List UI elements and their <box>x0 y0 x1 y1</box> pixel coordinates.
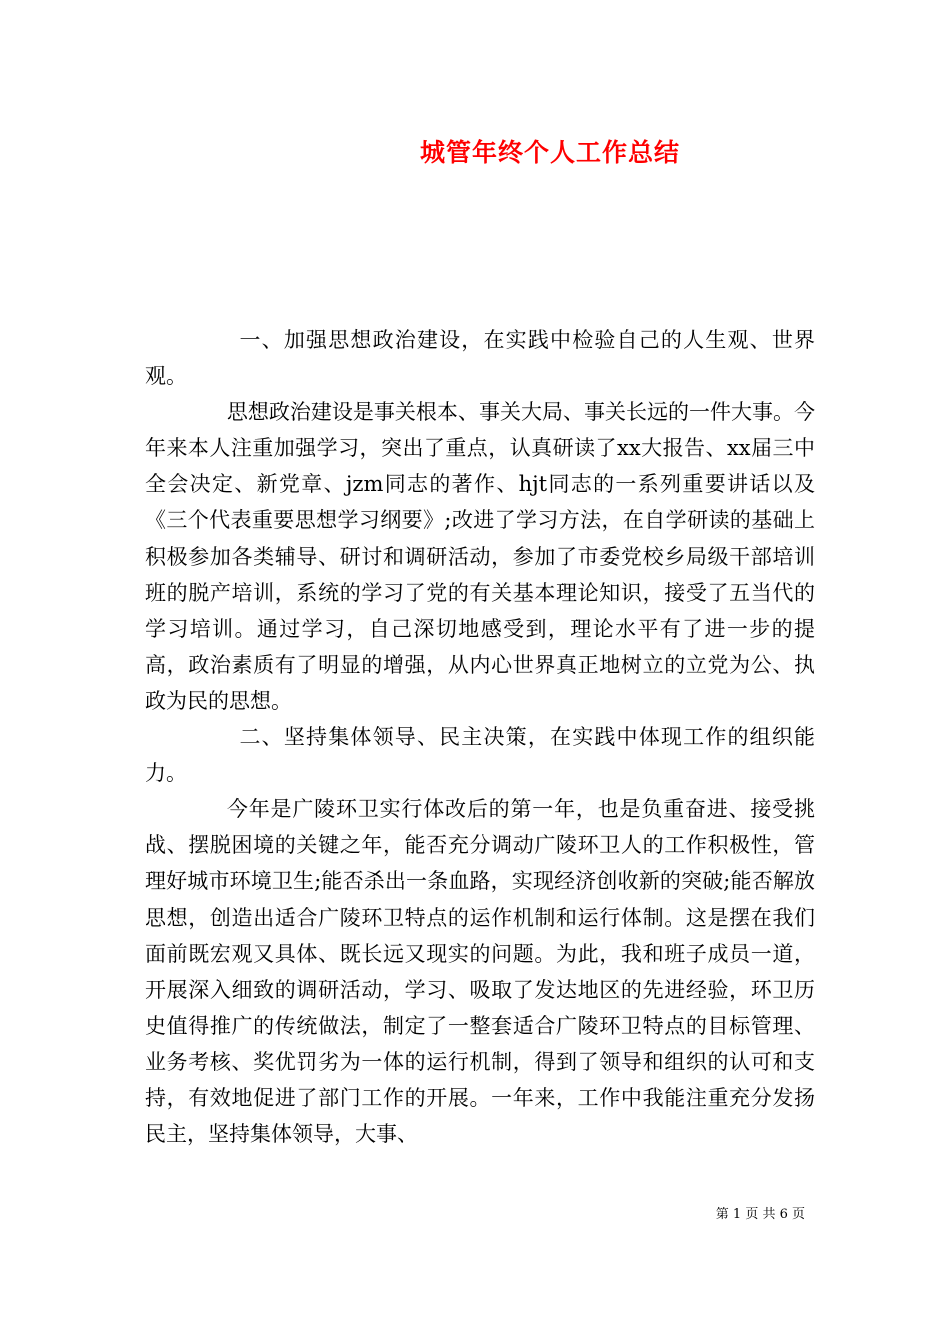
paragraph-2: 今年是广陵环卫实行体改后的第一年，也是负重奋进、接受挑战、摆脱困境的关键之年，能否充分调动广陵环卫人的工作积极性，管理好城市环境卫生;能否杀出一条血路，实现经济创收新的突破;能否解放思想，创造出适合广陵环卫特点的运作机制和运行体制。这是摆在我们面前既宏观又具体、既长远又现实的问题。为此，我和班子成员一道，开展深入细致的调研活动，学习、吸取了发达地区的先进经验，环卫历史值得推广的传统做法，制定了一整套适合广陵环卫特点的目标管理、业务考核、奖优罚劣为一体的运行机制，得到了领导和组织的认可和支持，有效地促进了部门工作的开展。一年来，工作中我能注重充分发扬民主，坚持集体领导，大事、 <box>145 797 815 1147</box>
section-heading-2: 二、坚持集体领导、民主决策，在实践中体现工作的组织能力。 <box>145 725 815 786</box>
document-body <box>145 322 815 1152</box>
section-heading-1: 一、加强思想政治建设，在实践中检验自己的人生观、世界观。 <box>145 328 815 389</box>
page-number-footer: 第 1 页 共 6 页 <box>715 1207 805 1222</box>
paragraph-1: 思想政治建设是事关根本、事关大局、事关长远的一件大事。今年来本人注重加强学习，突出了重点，认真研读了xx大报告、xx届三中全会决定、新党章、jzm同志的著作、hjt同志的一系列重要讲话以及《三个代表重要思想学习纲要》;改进了学习方法，在自学研读的基础上积极参加各类辅导、研讨和调研活动，参加了市委党校乡局级干部培训班的脱产培训，系统的学习了党的有关基本理论知识，接受了五当代的学习培训。通过学习，自己深切地感受到，理论水平有了进一步的提高，政治素质有了明显的增强，从内心世界真正地树立的立党为公、执政为民的思想。 <box>145 400 815 713</box>
document-title: 城管年终个人工作总结 <box>419 138 680 167</box>
